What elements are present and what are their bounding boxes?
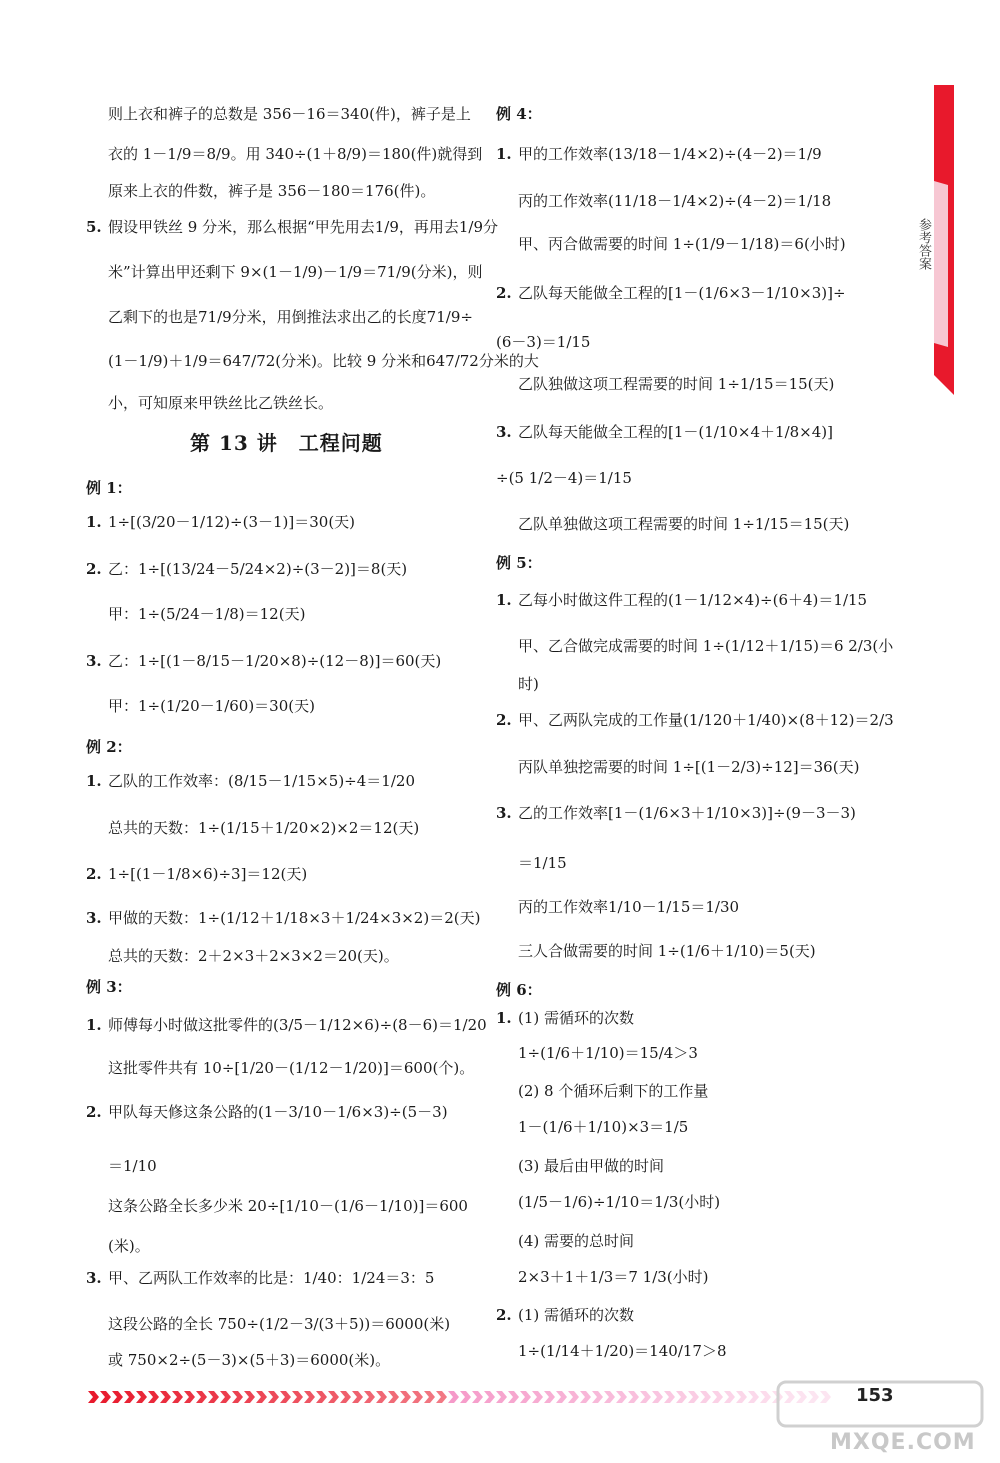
- answer-text: ＝1/10: [108, 1157, 157, 1175]
- answer-line: [496, 710, 894, 730]
- answer-text: 总共的天数：1÷(1/15＋1/20×2)×2＝12(天): [108, 819, 420, 837]
- answer-text: 1÷(1/6＋1/10)＝15/4＞3: [518, 1044, 698, 1062]
- answer-line: [496, 636, 893, 656]
- answer-line: [496, 1117, 688, 1137]
- answer-line: [496, 332, 590, 352]
- answer-text: 三人合做需要的时间 1÷(1/6＋1/10)＝5(天): [518, 942, 816, 960]
- answer-text: (1－1/9)＋1/9＝647/72(分米)。比较 9 分米和647/72分米的大: [108, 352, 539, 370]
- answer-line: [86, 1268, 434, 1288]
- answer-line: [496, 1341, 727, 1361]
- arrow-chevron: [508, 1391, 519, 1403]
- answer-text: 乙队单独做这项工程需要的时间 1÷1/15＝15(天): [518, 515, 850, 533]
- answer-line: [86, 559, 407, 579]
- item-number: 3.: [86, 909, 102, 927]
- answer-line: [86, 262, 482, 282]
- arrow-chevron: [652, 1391, 663, 1403]
- arrow-chevron: [232, 1391, 243, 1403]
- answer-line: [496, 1156, 664, 1176]
- answer-text: 乙剩下的也是71/9分米，用倒推法求出乙的长度71/9÷: [108, 308, 473, 326]
- answer-line: [86, 864, 307, 884]
- arrow-chevron: [280, 1391, 291, 1403]
- arrow-chevron: [352, 1391, 363, 1403]
- footer-arrow-strip: [88, 1390, 838, 1404]
- item-number: 5.: [86, 218, 102, 236]
- answer-text: 原来上衣的件数，裤子是 356－180＝176(件)。: [108, 182, 436, 200]
- answer-text: 甲队每天修这条公路的(1－3/10－1/6×3)÷(5－3): [108, 1103, 448, 1121]
- answer-text: 乙队独做这项工程需要的时间 1÷1/15＝15(天): [518, 375, 835, 393]
- section-title: 第 13 讲 工程问题: [190, 431, 383, 455]
- item-number: 3.: [86, 1269, 102, 1287]
- answer-text: 1÷[(3/20－1/12)÷(3－1)]＝30(天): [108, 513, 356, 531]
- arrow-chevron: [664, 1391, 675, 1403]
- answer-text: (2) 8 个循环后剩下的工作量: [518, 1082, 709, 1100]
- arrow-chevron: [172, 1391, 183, 1403]
- answer-line: [86, 1156, 157, 1176]
- answer-text: 甲、丙合做需要的时间 1÷(1/9－1/18)＝6(小时): [518, 235, 846, 253]
- arrow-chevron: [592, 1391, 603, 1403]
- arrow-chevron: [256, 1391, 267, 1403]
- arrow-chevron: [520, 1391, 531, 1403]
- answer-text: ÷(5 1/2－4)＝1/15: [496, 469, 632, 487]
- answer-text: 时): [518, 675, 539, 693]
- answer-line: [496, 897, 739, 917]
- answer-line: [496, 1192, 720, 1212]
- answer-line: [496, 1043, 698, 1063]
- answer-line: [86, 512, 355, 532]
- answer-line: [496, 283, 846, 303]
- arrow-chevron: [292, 1391, 303, 1403]
- answer-text: (4) 需要的总时间: [518, 1232, 635, 1250]
- example-heading: 例 3：: [86, 978, 132, 996]
- item-number: 2.: [86, 560, 102, 578]
- answer-line: [86, 1236, 150, 1256]
- item-number: 3.: [496, 423, 512, 441]
- answer-text: 米”计算出甲还剩下 9×(1－1/9)－1/9＝71/9(分米)，则: [108, 263, 483, 281]
- answer-line: [496, 234, 846, 254]
- answer-text: 甲做的天数：1÷(1/12＋1/18×3＋1/24×3×2)＝2(天): [108, 909, 481, 927]
- answer-text: 则上衣和裤子的总数是 356－16＝340(件)，裤子是上: [108, 105, 471, 123]
- answer-text: 1÷(1/14＋1/20)＝140/17＞8: [518, 1342, 727, 1360]
- side-bookmark-tab: [934, 85, 954, 395]
- arrow-chevron: [556, 1391, 567, 1403]
- answer-line: [86, 818, 419, 838]
- answer-text: 乙队每天能做全工程的[1－(1/10×4＋1/8×4)]: [518, 423, 834, 441]
- answer-line: [86, 1196, 468, 1216]
- arrow-chevron: [448, 1391, 459, 1403]
- item-number: 3.: [496, 804, 512, 822]
- item-number: 1.: [86, 513, 102, 531]
- arrow-chevron: [88, 1391, 99, 1403]
- answer-line: [86, 771, 415, 791]
- answer-text: 这批零件共有 10÷[1/20－(1/12－1/20)]＝600(个)。: [108, 1059, 475, 1077]
- answer-line: [496, 1008, 634, 1028]
- item-number: 1.: [496, 1009, 512, 1027]
- answer-text: 2×3＋1＋1/3＝7 1/3(小时): [518, 1268, 709, 1286]
- arrow-chevron: [640, 1391, 651, 1403]
- answer-text: 1÷[(1－1/8×6)÷3]＝12(天): [108, 865, 308, 883]
- answer-text: 师傅每小时做这批零件的(3/5－1/12×6)÷(8－6)＝1/20: [108, 1016, 487, 1034]
- arrow-chevron: [532, 1391, 543, 1403]
- arrow-chevron: [700, 1391, 711, 1403]
- answer-text: 乙：1÷[(1－8/15－1/20×8)÷(12－8)]＝60(天): [108, 652, 442, 670]
- arrow-chevron: [736, 1391, 747, 1403]
- arrow-chevron: [124, 1391, 135, 1403]
- arrow-chevron: [496, 1391, 507, 1403]
- answer-text: 乙的工作效率[1－(1/6×3＋1/10×3)]÷(9－3－3): [518, 804, 856, 822]
- answer-line: [86, 1058, 474, 1078]
- arrow-chevron: [148, 1391, 159, 1403]
- answer-text: 总共的天数：2＋2×3＋2×3×2＝20(天)。: [108, 947, 399, 965]
- item-number: 1.: [86, 772, 102, 790]
- item-number: 2.: [86, 1103, 102, 1121]
- watermark-text: MXQE.COM: [830, 1430, 976, 1455]
- answer-text: (3) 最后由甲做的时间: [518, 1157, 665, 1175]
- arrow-chevron: [580, 1391, 591, 1403]
- arrow-chevron: [460, 1391, 471, 1403]
- example-heading: 例 2：: [86, 738, 132, 756]
- answer-line: [86, 1350, 390, 1370]
- answer-line: [86, 217, 498, 237]
- arrow-chevron: [604, 1391, 615, 1403]
- item-number: 2.: [86, 865, 102, 883]
- answer-text: 乙队每天能做全工程的[1－(1/6×3－1/10×3)]÷: [518, 284, 846, 302]
- answer-text: 衣的 1－1/9＝8/9。用 340÷(1＋8/9)＝180(件)就得到: [108, 145, 483, 163]
- arrow-chevron: [724, 1391, 735, 1403]
- answer-line: [496, 1267, 709, 1287]
- arrow-chevron: [244, 1391, 255, 1403]
- arrow-chevron: [544, 1391, 555, 1403]
- arrow-chevron: [340, 1391, 351, 1403]
- answer-line: [496, 941, 816, 961]
- answer-line: [86, 908, 480, 928]
- arrow-chevron: [160, 1391, 171, 1403]
- answer-text: 甲、乙合做完成需要的时间 1÷(1/12＋1/15)＝6 2/3(小: [518, 637, 894, 655]
- answer-line: [86, 144, 482, 164]
- side-tab-label: 参考答案: [916, 218, 931, 270]
- item-number: 2.: [496, 711, 512, 729]
- answer-line: [496, 1081, 708, 1101]
- arrow-chevron: [100, 1391, 111, 1403]
- answer-text: 这条公路全长多少米 20÷[1/10－(1/6－1/10)]＝600: [108, 1197, 468, 1215]
- arrow-chevron: [376, 1391, 387, 1403]
- arrow-chevron: [400, 1391, 411, 1403]
- arrow-chevron: [412, 1391, 423, 1403]
- arrow-chevron: [688, 1391, 699, 1403]
- answer-line: [496, 590, 867, 610]
- answer-text: (1) 需循环的次数: [518, 1306, 635, 1324]
- arrow-chevron: [616, 1391, 627, 1403]
- answer-text: 甲：1÷(1/20－1/60)＝30(天): [108, 697, 315, 715]
- answer-line: [496, 853, 567, 873]
- answer-line: [86, 393, 333, 413]
- item-number: 1.: [496, 591, 512, 609]
- answer-line: [86, 946, 399, 966]
- answer-line: [86, 307, 473, 327]
- answer-text: 小，可知原来甲铁丝比乙铁丝长。: [108, 394, 334, 412]
- answer-line: [496, 191, 831, 211]
- item-number: 3.: [86, 652, 102, 670]
- answer-text: 甲：1÷(5/24－1/8)＝12(天): [108, 605, 306, 623]
- arrow-chevron: [436, 1391, 447, 1403]
- answer-text: (米)。: [108, 1237, 150, 1255]
- answer-text: (6－3)＝1/15: [496, 333, 591, 351]
- answer-text: 丙队单独挖需要的时间 1÷[(1－2/3)÷12]＝36(天): [518, 758, 860, 776]
- answer-line: [86, 104, 471, 124]
- answer-line: [86, 351, 539, 371]
- arrow-chevron: [676, 1391, 687, 1403]
- answer-line: [496, 422, 833, 442]
- item-number: 2.: [496, 284, 512, 302]
- arrow-chevron: [712, 1391, 723, 1403]
- answer-text: 或 750×2÷(5－3)×(5＋3)＝6000(米)。: [108, 1351, 391, 1369]
- arrow-chevron: [484, 1391, 495, 1403]
- answer-line: [496, 803, 856, 823]
- arrow-chevron: [388, 1391, 399, 1403]
- answer-text: ＝1/15: [518, 854, 567, 872]
- answer-line: [86, 181, 435, 201]
- arrow-chevron: [628, 1391, 639, 1403]
- arrow-chevron: [472, 1391, 483, 1403]
- arrow-chevron: [220, 1391, 231, 1403]
- arrow-chevron: [364, 1391, 375, 1403]
- example-heading: 例 1：: [86, 479, 132, 497]
- item-number: 1.: [86, 1016, 102, 1034]
- arrow-chevron: [196, 1391, 207, 1403]
- answer-line: [86, 651, 441, 671]
- answer-line: [496, 514, 849, 534]
- answer-text: 1－(1/6＋1/10)×3＝1/5: [518, 1118, 689, 1136]
- arrow-chevron: [316, 1391, 327, 1403]
- answer-text: 丙的工作效率1/10－1/15＝1/30: [518, 898, 740, 916]
- arrow-chevron: [748, 1391, 759, 1403]
- arrow-chevron: [184, 1391, 195, 1403]
- answer-text: 甲、乙两队完成的工作量(1/120＋1/40)×(8＋12)＝2/3: [518, 711, 894, 729]
- arrow-chevron: [424, 1391, 435, 1403]
- answer-line: [496, 374, 834, 394]
- example-heading: 例 6：: [496, 981, 542, 999]
- item-number: 1.: [496, 145, 512, 163]
- answer-line: [496, 1231, 634, 1251]
- arrow-chevron: [568, 1391, 579, 1403]
- answer-line: [86, 604, 305, 624]
- answer-text: 乙：1÷[(13/24－5/24×2)÷(3－2)]＝8(天): [108, 560, 408, 578]
- answer-text: 这段公路的全长 750÷(1/2－3/(3＋5))＝6000(米): [108, 1315, 451, 1333]
- arrow-chevron: [268, 1391, 279, 1403]
- answer-line: [86, 1102, 448, 1122]
- answer-line: [86, 1015, 487, 1035]
- answer-text: (1/5－1/6)÷1/10＝1/3(小时): [518, 1193, 721, 1211]
- answer-text: 甲、乙两队工作效率的比是：1/40：1/24＝3：5: [108, 1269, 435, 1287]
- answer-line: [496, 674, 539, 694]
- item-number: 2.: [496, 1306, 512, 1324]
- answer-line: [496, 468, 632, 488]
- answer-text: 假设甲铁丝 9 分米，那么根据“甲先用去1/9，再用去1/9分: [108, 218, 499, 236]
- arrow-chevron: [208, 1391, 219, 1403]
- page-number: 153: [856, 1385, 894, 1406]
- answer-line: [496, 144, 822, 164]
- answer-text: 甲的工作效率(13/18－1/4×2)÷(4－2)＝1/9: [518, 145, 822, 163]
- answer-text: 丙的工作效率(11/18－1/4×2)÷(4－2)＝1/18: [518, 192, 832, 210]
- arrow-chevron: [136, 1391, 147, 1403]
- answer-line: [496, 1305, 634, 1325]
- arrow-chevron: [328, 1391, 339, 1403]
- example-heading: 例 4：: [496, 105, 542, 123]
- answer-text: (1) 需循环的次数: [518, 1009, 635, 1027]
- answer-line: [86, 1314, 450, 1334]
- example-heading: 例 5：: [496, 554, 542, 572]
- answer-text: 乙队的工作效率：(8/15－1/15×5)÷4＝1/20: [108, 772, 415, 790]
- answer-line: [86, 696, 315, 716]
- answer-line: [496, 757, 859, 777]
- arrow-chevron: [112, 1391, 123, 1403]
- answer-text: 乙每小时做这件工程的(1－1/12×4)÷(6＋4)＝1/15: [518, 591, 868, 609]
- arrow-chevron: [304, 1391, 315, 1403]
